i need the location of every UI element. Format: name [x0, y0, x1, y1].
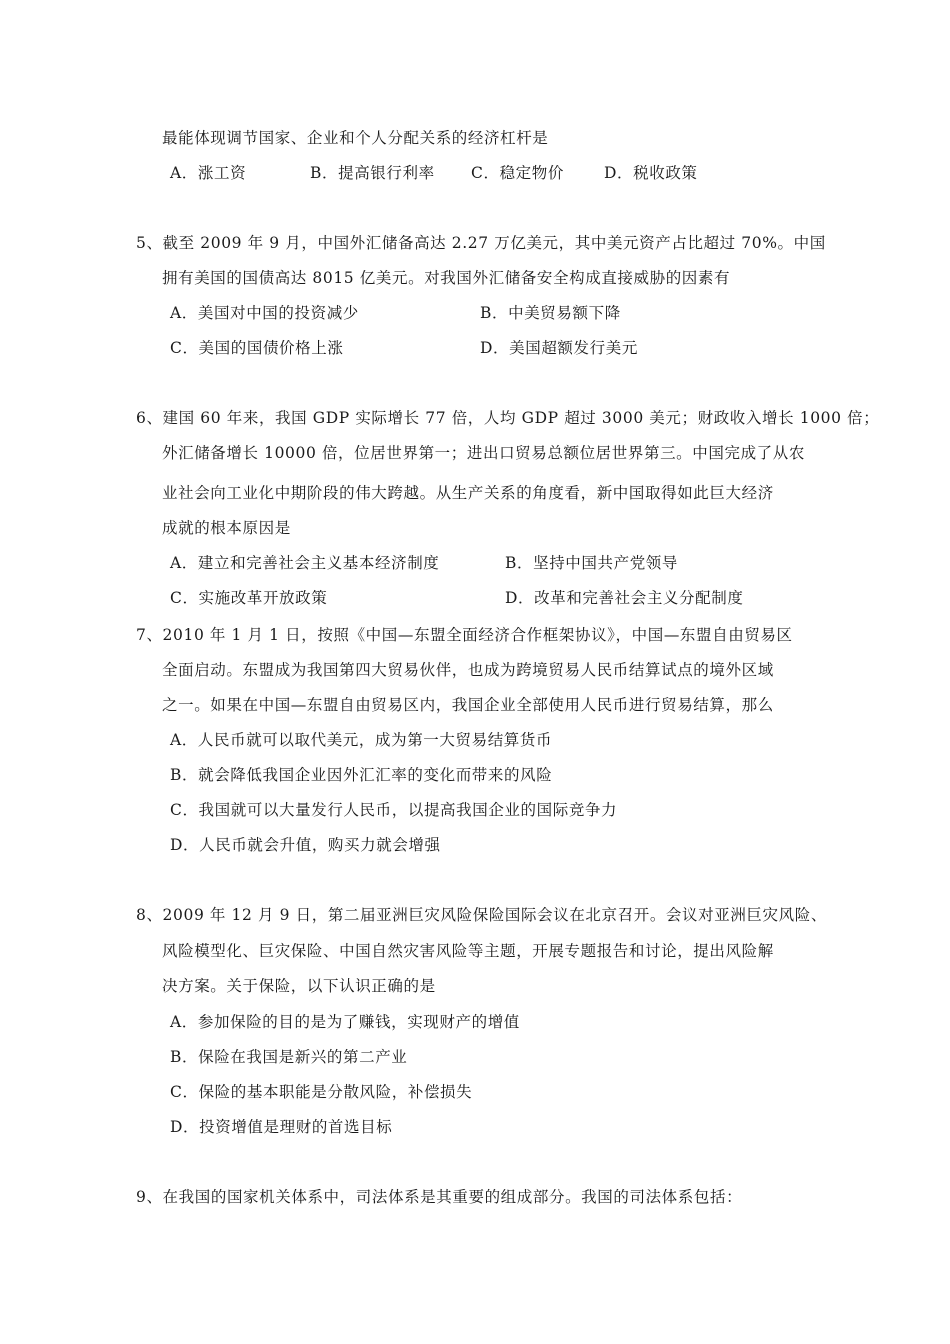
q7-option-c: C．我国就可以大量发行人民币，以提高我国企业的国际竞争力: [170, 801, 618, 819]
q7-option-b: B．就会降低我国企业因外汇汇率的变化而带来的风险: [170, 766, 553, 784]
q7-stem-line-1: 7、2010 年 1 月 1 日，按照《中国—东盟全面经济合作框架协议》，中国—东盟自由贸易区: [136, 626, 793, 644]
q8-stem-line-2: 风险模型化、巨灾保险、中国自然灾害风险等主题，开展专题报告和讨论，提出风险解: [162, 942, 774, 960]
q4-option-a: A．涨工资: [170, 164, 247, 182]
q7-stem-line-3: 之一。如果在中国—东盟自由贸易区内，我国企业全部使用人民币进行贸易结算，那么: [162, 696, 774, 714]
q4-stem-line: 最能体现调节国家、企业和个人分配关系的经济杠杆是: [162, 129, 549, 147]
q6-stem-line-4: 成就的根本原因是: [162, 519, 291, 537]
q8-stem-line-1: 8、2009 年 12 月 9 日，第二届亚洲巨灾风险保险国际会议在北京召开。会议对亚洲巨灾风险、: [136, 906, 827, 924]
q6-option-d: D．改革和完善社会主义分配制度: [505, 589, 744, 607]
q5-option-d: D．美国超额发行美元: [480, 339, 638, 357]
q6-stem-line-1: 6、建国 60 年来，我国 GDP 实际增长 77 倍，人均 GDP 超过 3000 美元；财政收入增长 1000 倍；: [136, 409, 880, 427]
q4-option-d: D．税收政策: [604, 164, 698, 182]
q7-stem-line-2: 全面启动。东盟成为我国第四大贸易伙伴，也成为跨境贸易人民币结算试点的境外区域: [162, 661, 774, 679]
q5-option-a: A．美国对中国的投资减少: [170, 304, 359, 322]
q6-option-b: B．坚持中国共产党领导: [505, 554, 678, 572]
q4-option-b: B．提高银行利率: [310, 164, 435, 182]
q4-option-c: C．稳定物价: [471, 164, 564, 182]
q5-stem-line-1: 5、截至 2009 年 9 月，中国外汇储备高达 2.27 万亿美元，其中美元资产占比超过 70%。中国: [136, 234, 826, 252]
q6-option-c: C．实施改革开放政策: [170, 589, 328, 607]
q6-option-a: A．建立和完善社会主义基本经济制度: [170, 554, 440, 572]
q8-option-d: D．投资增值是理财的首选目标: [170, 1118, 393, 1136]
q5-option-b: B．中美贸易额下降: [480, 304, 621, 322]
q5-option-c: C．美国的国债价格上涨: [170, 339, 344, 357]
q5-stem-line-2: 拥有美国的国债高达 8015 亿美元。对我国外汇储备安全构成直接威胁的因素有: [162, 269, 731, 287]
q6-stem-line-3: 业社会向工业化中期阶段的伟大跨越。从生产关系的角度看，新中国取得如此巨大经济: [162, 484, 774, 502]
q9-stem-line-1: 9、在我国的国家机关体系中，司法体系是其重要的组成部分。我国的司法体系包括：: [136, 1188, 743, 1206]
q6-stem-line-2: 外汇储备增长 10000 倍，位居世界第一；进出口贸易总额位居世界第三。中国完成了从农: [162, 444, 805, 462]
q8-option-c: C．保险的基本职能是分散风险，补偿损失: [170, 1083, 473, 1101]
q8-option-b: B．保险在我国是新兴的第二产业: [170, 1048, 408, 1066]
q8-stem-line-3: 决方案。关于保险，以下认识正确的是: [162, 977, 436, 995]
q7-option-d: D．人民币就会升值，购买力就会增强: [170, 836, 441, 854]
q8-option-a: A．参加保险的目的是为了赚钱，实现财产的增值: [170, 1013, 520, 1031]
q7-option-a: A．人民币就可以取代美元，成为第一大贸易结算货币: [170, 731, 553, 749]
